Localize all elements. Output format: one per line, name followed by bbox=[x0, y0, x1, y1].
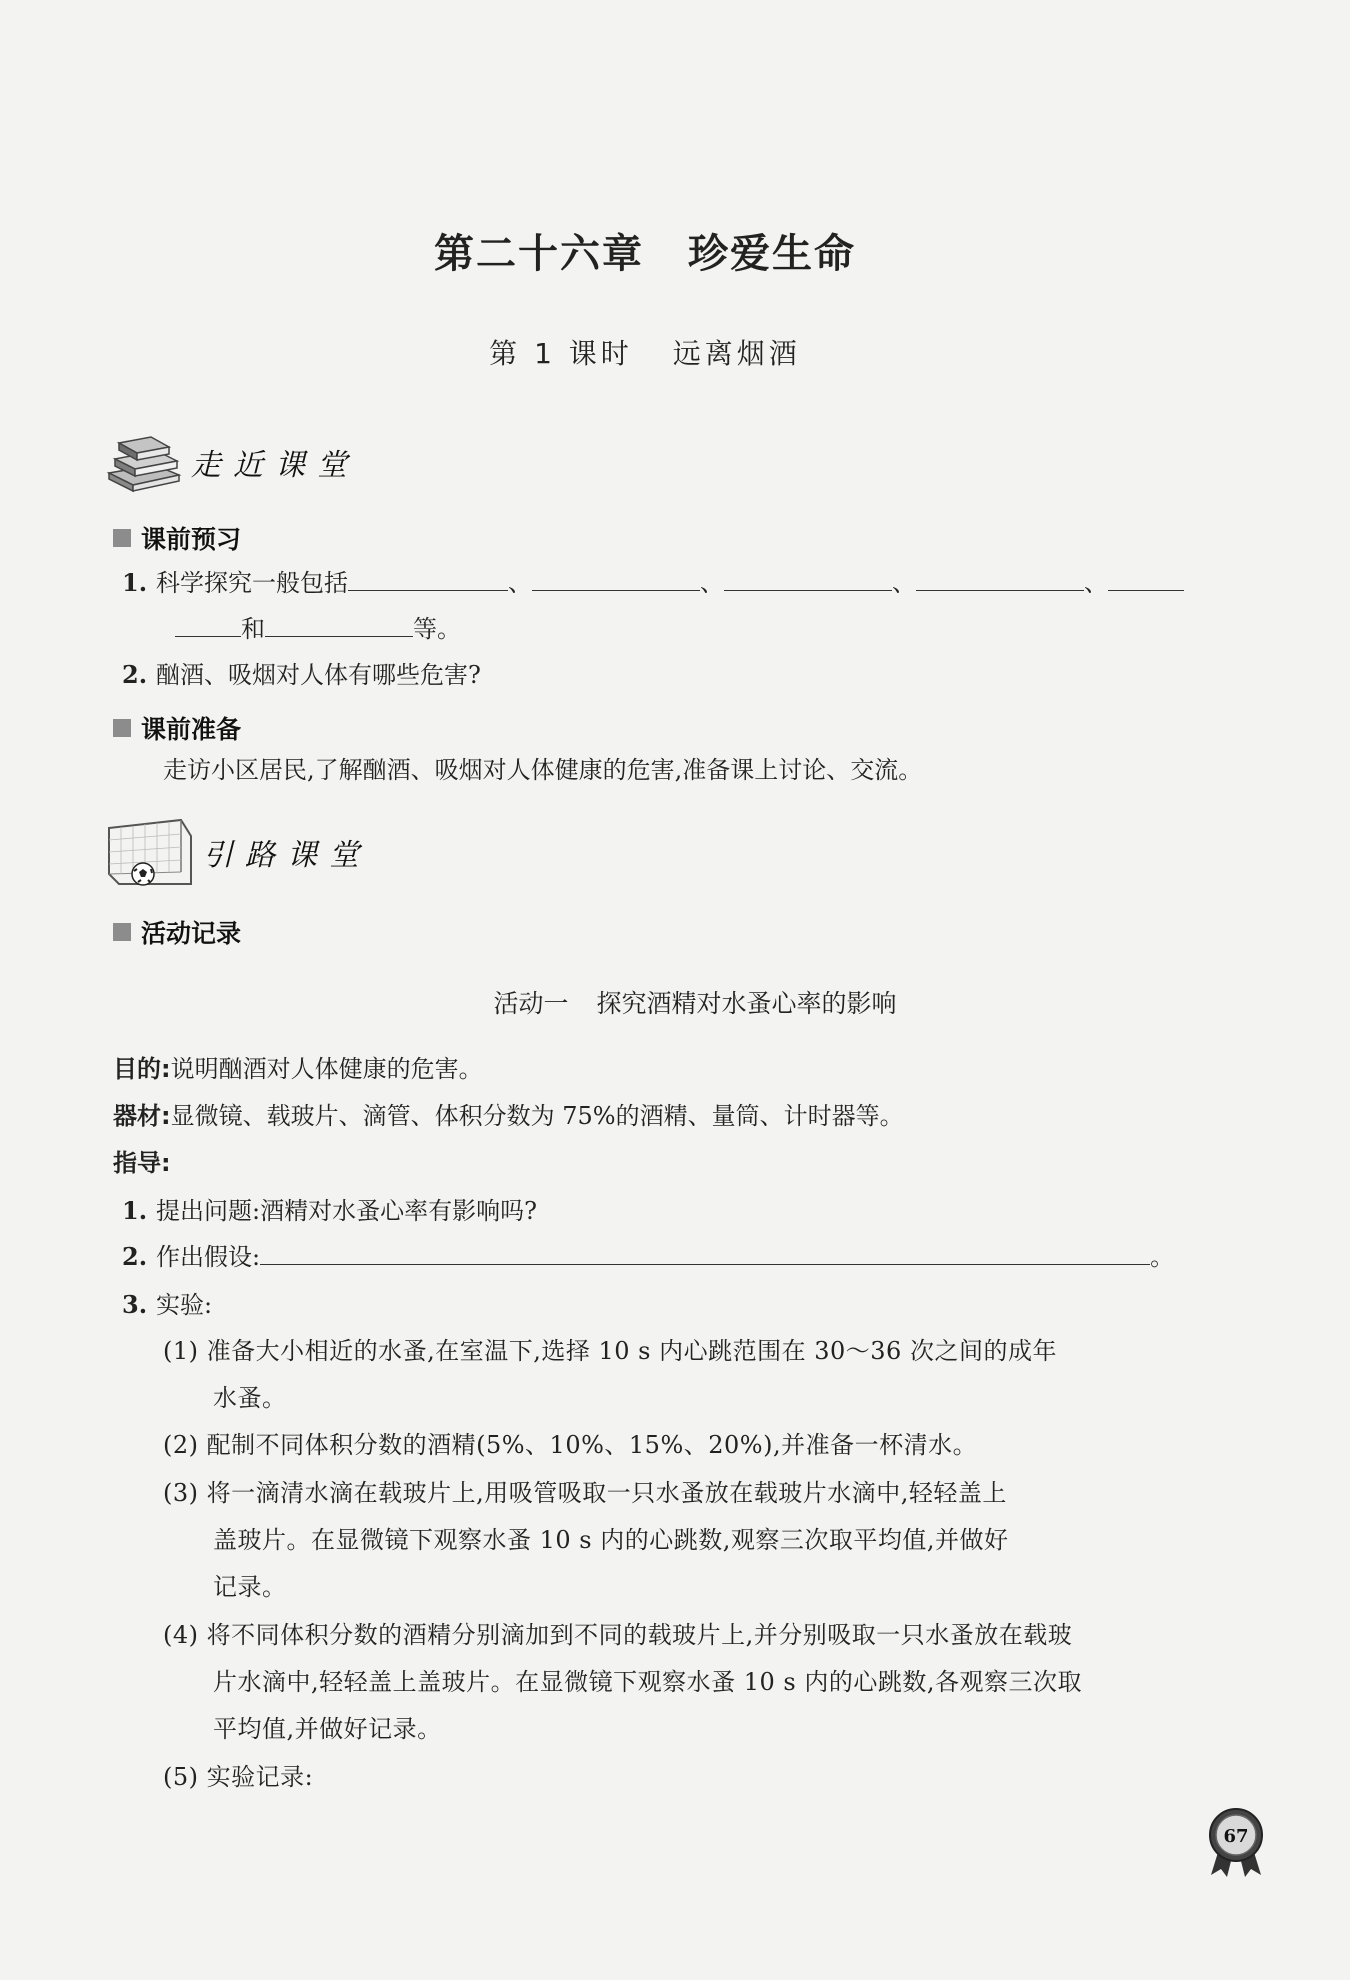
question-2 bbox=[122, 660, 481, 690]
purpose-text: 说明酗酒对人体健康的危害。 bbox=[170, 1055, 483, 1083]
question-1-continued bbox=[175, 614, 461, 644]
question-1 bbox=[122, 568, 1184, 598]
activity-topic: 探究酒精对水蚤心率的影响 bbox=[596, 989, 897, 1018]
answer-blank[interactable] bbox=[348, 568, 508, 591]
step-3-line-1: (3) 将一滴清水滴在载玻片上,用吸管吸取一只水蚤放在载玻片水滴中,轻轻盖上 bbox=[163, 1479, 1007, 1507]
purpose-line bbox=[113, 1054, 483, 1084]
step-1-line-1: (1) 准备大小相近的水蚤,在室温下,选择 10 s 内心跳范围在 30～36 次之间的成年 bbox=[163, 1337, 1057, 1365]
guide-item-1 bbox=[122, 1196, 537, 1226]
chapter-name: 珍爱生命 bbox=[688, 231, 856, 277]
step-3-line-3: 记录。 bbox=[213, 1573, 287, 1601]
banner-guide-class bbox=[105, 812, 371, 892]
books-icon bbox=[105, 429, 183, 495]
and-text: 和 bbox=[241, 615, 265, 643]
question-number: 2. bbox=[122, 660, 148, 689]
item-text: 作出假设: bbox=[156, 1243, 261, 1271]
section-title: 课前预习 bbox=[141, 525, 242, 554]
materials-label: 器材: bbox=[113, 1102, 171, 1130]
activity-name: 活动一 bbox=[493, 989, 569, 1018]
answer-blank[interactable] bbox=[175, 614, 241, 637]
end-text: 。 bbox=[1150, 1243, 1175, 1271]
item-text: 提出问题:酒精对水蚤心率有影响吗? bbox=[156, 1197, 537, 1225]
lesson-name: 远离烟酒 bbox=[672, 337, 801, 370]
step-4-line-3: 平均值,并做好记录。 bbox=[213, 1715, 442, 1743]
item-number: 2. bbox=[122, 1242, 148, 1271]
section-prepare-heading bbox=[113, 710, 241, 746]
step-4-line-2: 片水滴中,轻轻盖上盖玻片。在显微镜下观察水蚤 10 s 内的心跳数,各观察三次取 bbox=[213, 1668, 1082, 1696]
separator: 、 bbox=[892, 569, 916, 597]
step-2-line-1: (2) 配制不同体积分数的酒精(5%、10%、15%、20%),并准备一杯清水。 bbox=[163, 1431, 978, 1459]
section-marker-square bbox=[113, 923, 131, 941]
separator: 、 bbox=[508, 569, 532, 597]
separator: 、 bbox=[1084, 569, 1108, 597]
step-3-line-2: 盖玻片。在显微镜下观察水蚤 10 s 内的心跳数,观察三次取平均值,并做好 bbox=[213, 1526, 1009, 1554]
soccer-goal-icon bbox=[105, 816, 195, 888]
answer-blank[interactable] bbox=[532, 568, 700, 591]
guide-label-line bbox=[113, 1148, 171, 1178]
banner-approach-class bbox=[105, 422, 359, 502]
banner-title: 引路课堂 bbox=[203, 838, 371, 873]
section-record-heading bbox=[113, 914, 241, 950]
chapter-title bbox=[0, 222, 1290, 279]
step-5-line-1: (5) 实验记录: bbox=[163, 1763, 314, 1791]
section-preview-heading bbox=[113, 520, 241, 556]
activity-title bbox=[0, 984, 1350, 1020]
section-marker-square bbox=[113, 719, 131, 737]
medal-icon bbox=[1203, 1805, 1269, 1879]
section-title: 活动记录 bbox=[141, 919, 242, 948]
question-text: 酗酒、吸烟对人体有哪些危害? bbox=[156, 661, 481, 689]
chapter-number: 第二十六章 bbox=[434, 231, 644, 277]
materials-text: 显微镜、载玻片、滴管、体积分数为 75%的酒精、量筒、计时器等。 bbox=[170, 1102, 904, 1130]
page-number: 67 bbox=[1223, 1826, 1249, 1847]
materials-line bbox=[113, 1101, 904, 1131]
item-number: 3. bbox=[122, 1290, 148, 1319]
step-4-line-1: (4) 将不同体积分数的酒精分别滴加到不同的载玻片上,并分别吸取一只水蚤放在载玻 bbox=[163, 1621, 1073, 1649]
lesson-number: 第 1 课时 bbox=[489, 337, 633, 370]
purpose-label: 目的: bbox=[113, 1055, 171, 1083]
answer-blank[interactable] bbox=[724, 568, 892, 591]
item-number: 1. bbox=[122, 1196, 148, 1225]
guide-item-2 bbox=[122, 1242, 1174, 1272]
answer-blank[interactable] bbox=[1108, 568, 1184, 591]
section-marker-square bbox=[113, 529, 131, 547]
end-text: 等。 bbox=[413, 615, 461, 643]
answer-blank[interactable] bbox=[916, 568, 1084, 591]
item-text: 实验: bbox=[156, 1291, 213, 1319]
question-text: 科学探究一般包括 bbox=[156, 569, 348, 597]
guide-label: 指导: bbox=[113, 1149, 171, 1177]
lesson-title bbox=[0, 332, 1290, 372]
separator: 、 bbox=[700, 569, 724, 597]
page-number-badge bbox=[1203, 1805, 1269, 1883]
answer-blank[interactable] bbox=[265, 614, 413, 637]
hypothesis-blank[interactable] bbox=[260, 1242, 1150, 1265]
step-1-line-2: 水蚤。 bbox=[213, 1384, 287, 1412]
guide-item-3 bbox=[122, 1290, 212, 1320]
section-title: 课前准备 bbox=[141, 715, 242, 744]
banner-title: 走近课堂 bbox=[191, 448, 359, 483]
prepare-text: 走访小区居民,了解酗酒、吸烟对人体健康的危害,准备课上讨论、交流。 bbox=[163, 756, 923, 784]
question-number: 1. bbox=[122, 568, 148, 597]
